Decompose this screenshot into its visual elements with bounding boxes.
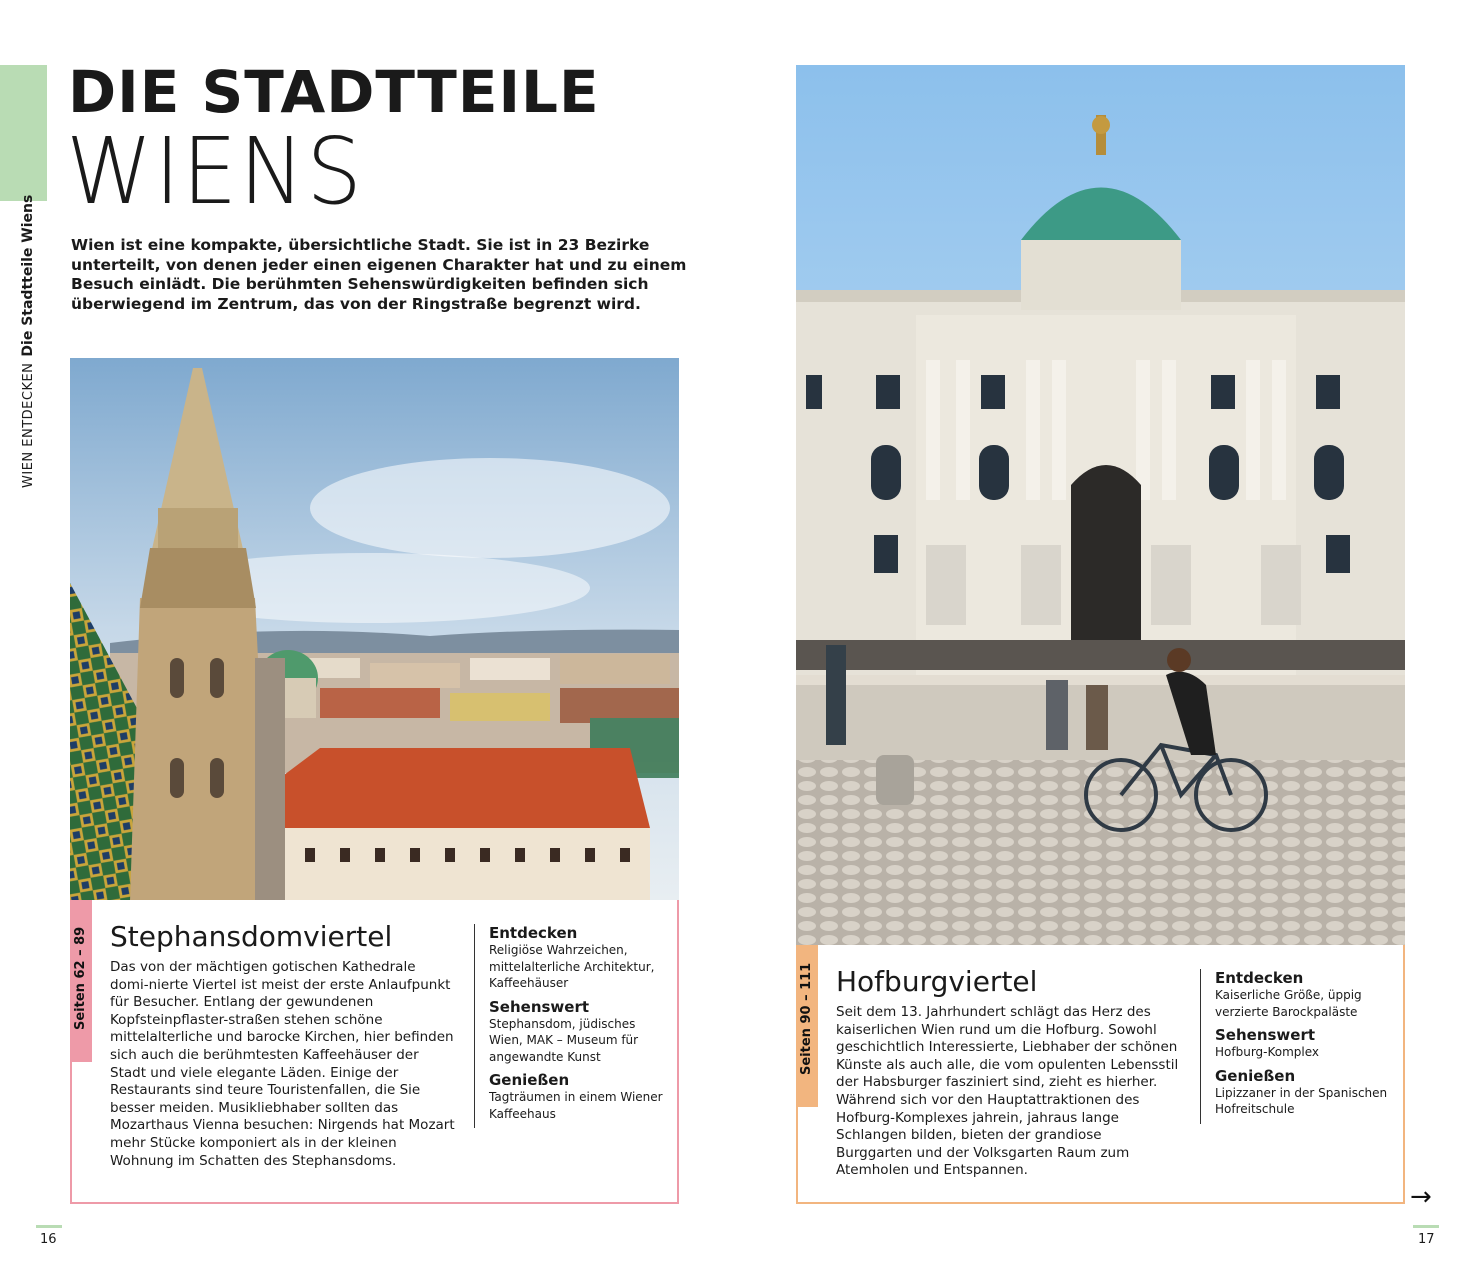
intro-text: Wien ist eine kompakte, übersichtliche Stadt. Sie ist in 23 Bezirke unterteilt, von denen jeder einen eigenen Charakter hat und zu einem Besuch einlädt. Die berühmten Sehenswürdigkeiten befinden sich überwiegend im Zentrum, das von der Ringstraße begrenzt wird. — [71, 236, 687, 313]
geniessen-text: Lipizzaner in der Spanischen Hofreitschule — [1215, 1085, 1388, 1116]
entdecken-heading: Entdecken — [1215, 969, 1304, 987]
sehenswert-heading: Sehenswert — [1215, 1026, 1316, 1044]
chapter-label: Die Stadtteile Wiens — [20, 194, 36, 357]
sehenswert-text: Stephansdom, jüdisches Wien, MAK – Museum für angewandte Kunst — [489, 1016, 639, 1064]
district-title: Stephansdomviertel — [110, 920, 393, 953]
page-number-left: 16 — [40, 1232, 57, 1247]
page-bar-right — [1413, 1225, 1439, 1228]
pages-tag — [796, 945, 818, 1107]
sehenswert-heading: Sehenswert — [489, 997, 590, 1016]
entdecken-text: Religiöse Wahrzeichen, mittelalterliche Architektur, Kaffeehäuser — [489, 943, 655, 990]
info-box — [1200, 969, 1395, 1124]
page-bar-left — [36, 1225, 62, 1228]
running-header — [20, 194, 36, 488]
stephansdom-illustration — [70, 358, 679, 901]
stephansdom-photo — [70, 358, 679, 901]
section-label: WIEN ENTDECKEN — [21, 362, 36, 488]
next-arrow-icon: → — [1410, 1182, 1432, 1212]
district-description: Das von der mächtigen gotischen Kathedrale domi-nierte Viertel ist meist der erste Anlaufpunkt für Besucher. Entlang der gewundenen Kopfsteinpflaster-straßen stehen schöne mittelalterliche und barocke Kirchen, hier befinden sich auch die berühmtesten Kaffeehäuser der Stadt und viele elegante Läden. Einige der Restaurants sind teure Touristenfallen, die Sie besser meiden. Musikliebhaber sollten das Mozarthaus Vienna besuchen: Nirgends hat Mozart mehr Stücke komponiert als in der kleinen Wohnung im Schatten des Stephansdoms. — [110, 959, 455, 1169]
pages-tag — [70, 900, 92, 1062]
entdecken-text: Kaiserliche Größe, üppig verzierte Barockpaläste — [1215, 988, 1362, 1019]
entdecken-heading: Entdecken — [489, 924, 578, 942]
sehenswert-text: Hofburg-Komplex — [1215, 1045, 1320, 1059]
district-description: Seit dem 13. Jahrhundert schlägt das Herz des kaiserlichen Wien rund um die Hofburg. Sowohl geschichtlich Interessierte, Liebhaber der schönen Künste als auch alle, die vom opulenten Lebensstil der Habsburger fasziniert sind, zieht es hierher. Während sich vor den Hauptattraktionen des Hofburg-Komplexes jahrein, jahraus lange Schlangen bilden, bieten der grandiose Burggarten und der Volksgarten Raum zum Atemholen und Entspannen. — [836, 1004, 1179, 1179]
pages-label: Seiten 90 – 111 — [799, 962, 814, 1075]
page-title-line2: WIENS — [66, 118, 364, 225]
hofburg-card — [796, 945, 1405, 1204]
page-title-line1: DIE STADTTEILE — [68, 58, 600, 126]
hofburg-illustration — [796, 65, 1405, 946]
geniessen-heading: Genießen — [489, 1071, 570, 1089]
chapter-color-tab — [0, 65, 47, 201]
geniessen-heading: Genießen — [1215, 1066, 1296, 1085]
pages-label: Seiten 62 – 89 — [73, 926, 88, 1030]
stephansdom-card — [70, 900, 679, 1204]
district-title: Hofburgviertel — [836, 965, 1038, 998]
hofburg-photo — [796, 65, 1405, 946]
page-number-right: 17 — [1418, 1232, 1435, 1247]
geniessen-text: Tagträumen in einem Wiener Kaffeehaus — [489, 1090, 663, 1121]
info-box — [474, 924, 669, 1128]
